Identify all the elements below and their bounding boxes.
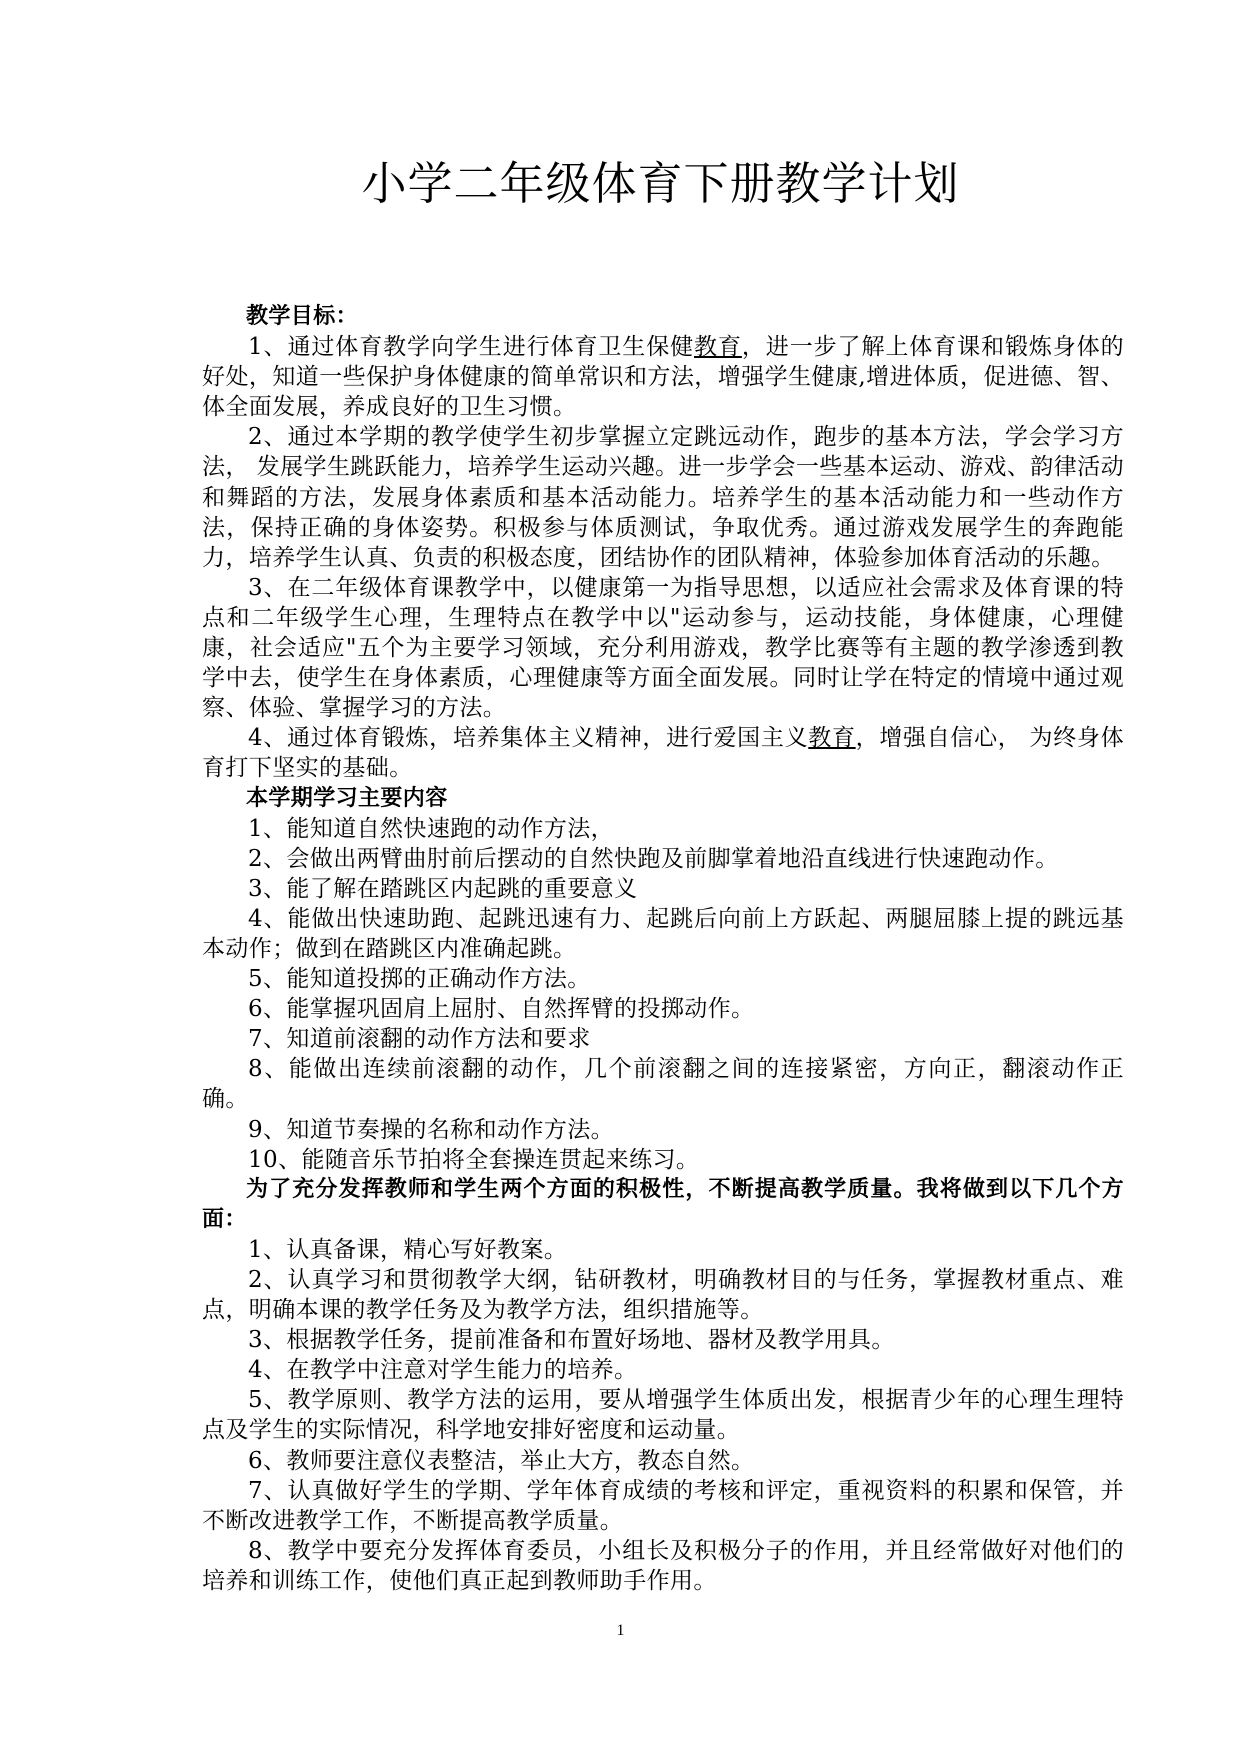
content-item: 5、能知道投掷的正确动作方法。 bbox=[248, 966, 591, 993]
content-item: 10、能随音乐节拍将全套操连贯起来练习。 bbox=[248, 1146, 700, 1173]
goal-paragraph-4 bbox=[202, 723, 1124, 783]
content-item: 8、能做出连续前滚翻的动作，几个前滚翻之间的连接紧密，方向正，翻滚动作正确。 bbox=[202, 1056, 1124, 1113]
goal-1-text-a: 1、通过体育教学向学生进行体育卫生保健 bbox=[248, 334, 695, 361]
goal-paragraph-2: 2、通过本学期的教学使学生初步掌握立定跳远动作，跑步的基本方法，学会学习方法， 发展学生跳跃能力，培养学生运动兴趣。进一步学会一些基本运动、游戏、韵律活动和舞蹈的方法，发展身体素质和基本活动能力。培养学生的基本活动能力和一些动作方法，保持正确的身体姿势。积极参与体质测试，争取优秀。通过游戏发展学生的奔跑能力，培养学生认真、负责的积极态度，团结协作的团队精神，体验参加体育活动的乐趣。 bbox=[202, 424, 1124, 571]
content-item: 2、会做出两臂曲肘前后摆动的自然快跑及前脚掌着地沿直线进行快速跑动作。 bbox=[248, 845, 1059, 872]
section-heading-content: 本学期学习主要内容 bbox=[246, 785, 448, 811]
education-link[interactable]: 教育 bbox=[808, 725, 856, 752]
goal-1-text-b: ，进一步了解上体育课和锻炼身体的好处，知道一些保护身体健康的简单常识和方法，增强学生健康,增进体质，促进德、智、体全面发展，养成良好的卫生习惯。 bbox=[202, 334, 1125, 421]
measure-item: 3、根据教学任务，提前准备和布置好场地、器材及教学用具。 bbox=[248, 1327, 895, 1354]
content-item: 1、能知道自然快速跑的动作方法， bbox=[248, 815, 615, 842]
measure-item: 2、认真学习和贯彻教学大纲，钻研教材，明确教材目的与任务，掌握教材重点、难点，明确本课的教学任务及为教学方法，组织措施等。 bbox=[202, 1267, 1124, 1324]
measure-item: 5、教学原则、教学方法的运用，要从增强学生体质出发，根据青少年的心理生理特点及学生的实际情况，科学地安排好密度和运动量。 bbox=[202, 1387, 1124, 1444]
content-item: 3、能了解在踏跳区内起跳的重要意义 bbox=[248, 875, 638, 902]
measure-item: 7、认真做好学生的学期、学年体育成绩的考核和评定，重视资料的积累和保管，并不断改进教学工作，不断提高教学质量。 bbox=[202, 1477, 1124, 1534]
measure-item: 1、认真备课，精心写好教案。 bbox=[248, 1236, 568, 1263]
document-title: 小学二年级体育下册教学计划 bbox=[361, 157, 960, 210]
section-heading-measures: 为了充分发挥教师和学生两个方面的积极性，不断提高教学质量。我将做到以下几个方面： bbox=[202, 1176, 1124, 1232]
education-link[interactable]: 教育 bbox=[694, 334, 742, 361]
content-item: 7、知道前滚翻的动作方法和要求 bbox=[248, 1026, 591, 1053]
content-item: 4、能做出快速助跑、起跳迅速有力、起跳后向前上方跃起、两腿屈膝上提的跳远基本动作；做到在踏跳区内准确起跳。 bbox=[202, 905, 1124, 962]
goal-paragraph-1 bbox=[202, 332, 1124, 422]
measure-item: 8、教学中要充分发挥体育委员，小组长及积极分子的作用，并且经常做好对他们的培养和训练工作，使他们真正起到教师助手作用。 bbox=[202, 1537, 1124, 1594]
document-body bbox=[202, 302, 1124, 1596]
goal-4-text-b: ，增强自信心， 为终身体育打下坚实的基础。 bbox=[202, 725, 1124, 782]
measure-item: 6、教师要注意仪表整洁，举止大方，教态自然。 bbox=[248, 1447, 755, 1474]
content-item: 9、知道节奏操的名称和动作方法。 bbox=[248, 1116, 615, 1143]
content-item: 6、能掌握巩固肩上屈肘、自然挥臂的投掷动作。 bbox=[248, 996, 755, 1023]
page-number: 1 bbox=[616, 1622, 625, 1639]
goal-4-text-a: 4、通过体育锻炼，培养集体主义精神，进行爱国主义 bbox=[248, 725, 809, 752]
measure-item: 4、在教学中注意对学生能力的培养。 bbox=[248, 1357, 638, 1384]
goal-paragraph-3: 3、在二年级体育课教学中，以健康第一为指导思想，以适应社会需求及体育课的特点和二年级学生心理，生理特点在教学中以"运动参与，运动技能，身体健康，心理健康，社会适应"五个为主要学习领域，充分利用游戏，教学比赛等有主题的教学渗透到教学中去，使学生在身体素质，心理健康等方面全面发展。同时让学在特定的情境中通过观察、体验、掌握学习的方法。 bbox=[202, 574, 1124, 722]
section-heading-goals: 教学目标： bbox=[246, 304, 359, 329]
